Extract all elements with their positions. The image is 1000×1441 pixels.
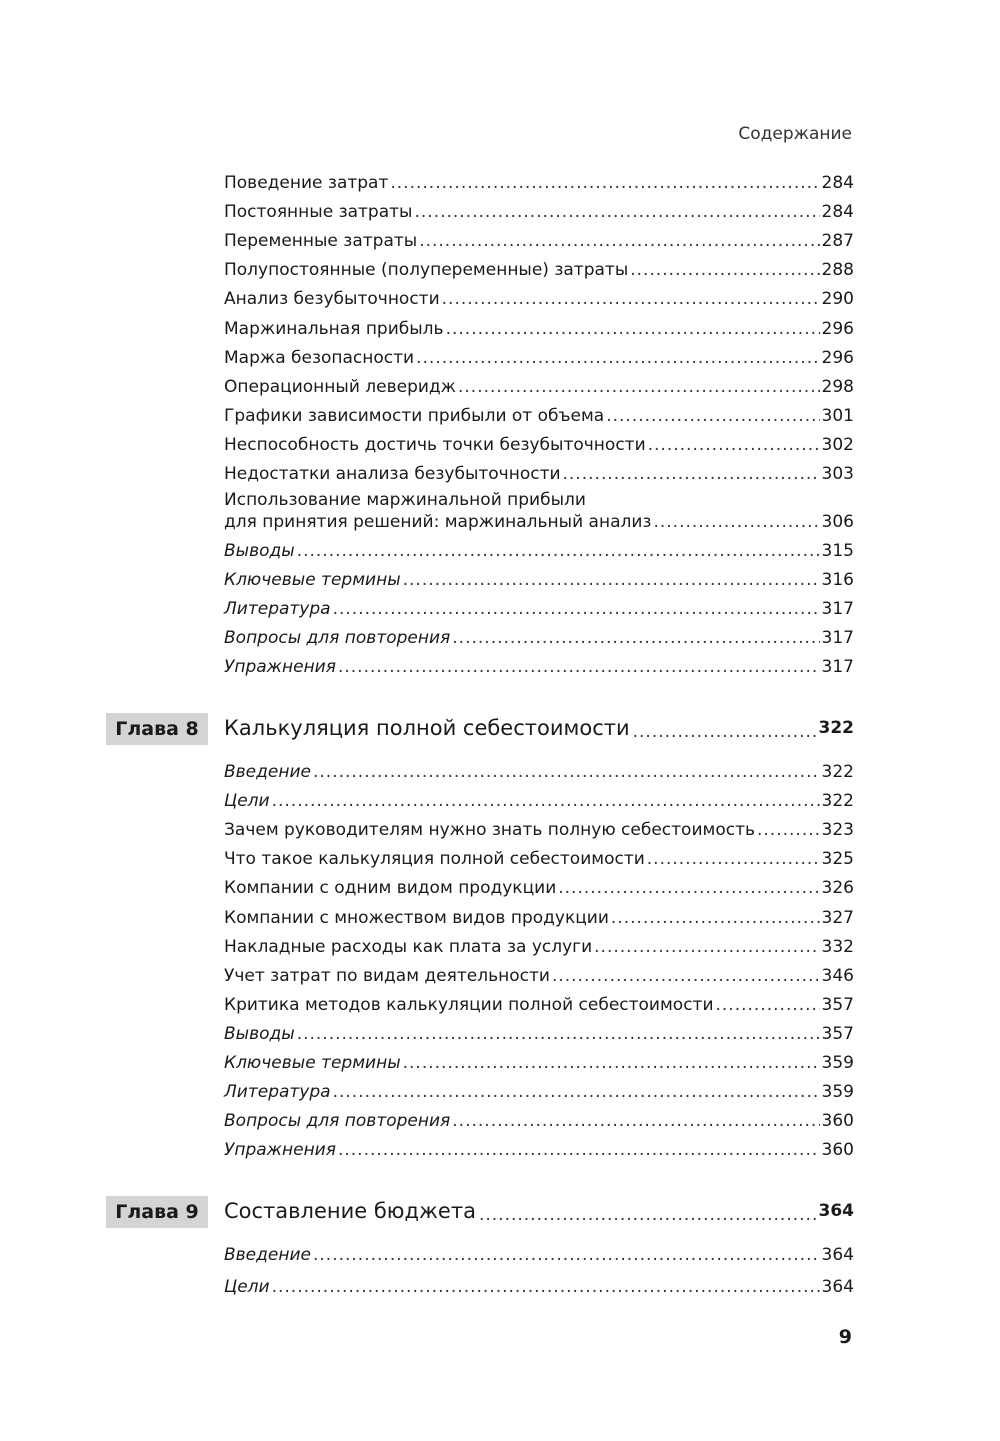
toc-entry-page: 284 bbox=[821, 173, 854, 193]
toc-entry-title: Введение bbox=[224, 762, 311, 782]
toc-entry[interactable] bbox=[224, 1137, 854, 1161]
toc-entry-page: 287 bbox=[821, 231, 854, 252]
toc-entry-page: 364 bbox=[821, 1277, 854, 1297]
leader-dots bbox=[333, 1081, 820, 1103]
leader-dots bbox=[313, 1244, 820, 1266]
leader-dots bbox=[442, 288, 820, 310]
toc-entry-page: 357 bbox=[821, 994, 854, 1015]
toc-entry-title: Цели bbox=[224, 1277, 270, 1297]
toc-entry-title: Ключевые термины bbox=[224, 570, 401, 591]
toc-entry-title: Вопросы для повторения bbox=[224, 1111, 451, 1132]
toc-entry-title: Постоянные затраты bbox=[224, 202, 413, 223]
toc-entry[interactable] bbox=[224, 432, 854, 456]
leader-dots bbox=[558, 877, 819, 899]
toc-entry-page: 360 bbox=[821, 1140, 854, 1161]
toc-entry-title: Графики зависимости прибыли от объема bbox=[224, 405, 605, 426]
chapter-title: Калькуляция полной себестоимости bbox=[224, 716, 630, 740]
leader-dots bbox=[297, 540, 820, 562]
leader-dots bbox=[458, 376, 820, 398]
leader-dots bbox=[594, 936, 819, 958]
toc-entry-title: Упражнения bbox=[224, 657, 336, 678]
toc-entry-title: Выводы bbox=[224, 541, 295, 561]
toc-entry-page: 317 bbox=[821, 599, 854, 620]
leader-dots bbox=[313, 761, 820, 783]
chapter-title: Составление бюджета bbox=[224, 1199, 476, 1223]
toc-entry[interactable] bbox=[224, 316, 854, 340]
toc-entry[interactable] bbox=[224, 345, 854, 369]
toc-entry-page: 316 bbox=[821, 570, 854, 591]
leader-dots bbox=[419, 230, 819, 252]
toc-entry-title: Зачем руководителям нужно знать полную себестоимость bbox=[224, 820, 755, 841]
toc-entry[interactable] bbox=[224, 934, 854, 958]
toc-entry[interactable] bbox=[224, 403, 854, 427]
leader-dots bbox=[390, 172, 819, 194]
toc-entry-page: 290 bbox=[821, 289, 854, 310]
toc-entry-page: 327 bbox=[821, 907, 854, 928]
toc-entry-title: Маржинальная прибыль bbox=[224, 318, 444, 339]
leader-dots bbox=[653, 511, 819, 533]
toc-entry[interactable] bbox=[224, 489, 854, 533]
toc-entry-title: Критика методов калькуляции полной себестоимости bbox=[224, 994, 714, 1015]
toc-entry-page: 296 bbox=[821, 347, 854, 368]
leader-dots bbox=[403, 1052, 820, 1074]
toc-entry-page: 317 bbox=[821, 657, 854, 678]
toc-entry-title: Поведение затрат bbox=[224, 173, 389, 193]
leader-dots bbox=[338, 1139, 820, 1161]
toc-entry-page: 298 bbox=[821, 376, 854, 397]
toc-entry-page: 325 bbox=[821, 849, 854, 870]
leader-dots bbox=[452, 1110, 819, 1132]
toc-entry-title: Компании с множеством видов продукции bbox=[224, 907, 609, 928]
toc-entry-title: Маржа безопасности bbox=[224, 347, 415, 368]
leader-dots bbox=[272, 1276, 820, 1298]
toc-entry-title: Накладные расходы как плата за услуги bbox=[224, 936, 593, 957]
toc-entry[interactable] bbox=[224, 1021, 854, 1045]
toc-entry-page: 346 bbox=[821, 965, 854, 986]
toc-entry[interactable] bbox=[224, 625, 854, 649]
leader-dots bbox=[338, 656, 820, 678]
toc-entry[interactable] bbox=[224, 567, 854, 591]
toc-entry-title: Операционный леверидж bbox=[224, 376, 456, 397]
toc-entry-page: 315 bbox=[821, 541, 854, 561]
leader-dots bbox=[606, 405, 819, 427]
toc-entry-title: Недостатки анализа безубыточности bbox=[224, 464, 561, 484]
toc-entry-page: 322 bbox=[821, 762, 854, 782]
toc-entry-title: Цели bbox=[224, 791, 270, 812]
toc-entry-title-line2: для принятия решений: маржинальный анализ bbox=[224, 512, 652, 532]
toc-entry-page: 326 bbox=[821, 878, 854, 899]
toc-entry[interactable] bbox=[224, 286, 854, 310]
toc-entry-title: Учет затрат по видам деятельности bbox=[224, 965, 550, 986]
leader-dots bbox=[479, 1198, 816, 1226]
leader-dots bbox=[452, 627, 819, 649]
toc-entry-page: 303 bbox=[821, 464, 854, 484]
toc-entry-title: Неспособность достичь точки безубыточности bbox=[224, 434, 646, 455]
page-number: 9 bbox=[838, 1326, 852, 1348]
toc-entry-title: Переменные затраты bbox=[224, 231, 418, 252]
leader-dots bbox=[633, 715, 816, 743]
toc-entry-title: Выводы bbox=[224, 1023, 295, 1044]
toc-entry-page: 359 bbox=[821, 1053, 854, 1073]
leader-dots bbox=[757, 819, 820, 841]
toc-entry[interactable] bbox=[224, 963, 854, 987]
toc-entry-title: Введение bbox=[224, 1245, 311, 1265]
toc-entry-title: Вопросы для повторения bbox=[224, 628, 451, 649]
toc-entry[interactable] bbox=[224, 374, 854, 398]
toc-entry[interactable] bbox=[224, 596, 854, 620]
toc-entry[interactable] bbox=[224, 538, 854, 562]
toc-entry[interactable] bbox=[224, 905, 854, 929]
toc-entry-page: 302 bbox=[821, 434, 854, 455]
toc-entry[interactable] bbox=[224, 992, 854, 1016]
toc-entry[interactable] bbox=[224, 461, 854, 485]
toc-entry-page: 359 bbox=[821, 1082, 854, 1103]
toc-entry-title: Полупостоянные (полупеременные) затраты bbox=[224, 260, 629, 281]
chapter-page: 322 bbox=[818, 718, 854, 738]
toc-entry-title: Литература bbox=[224, 1082, 331, 1103]
leader-dots bbox=[611, 907, 820, 929]
toc-entry-page: 296 bbox=[821, 318, 854, 339]
toc-entry-title: Упражнения bbox=[224, 1140, 336, 1161]
toc-entry-title-line1: Использование маржинальной прибыли bbox=[224, 490, 586, 510]
chapter-9-heading[interactable] bbox=[0, 1196, 1000, 1232]
toc-entry-page: 288 bbox=[821, 260, 854, 281]
toc-entry[interactable] bbox=[224, 170, 854, 194]
leader-dots bbox=[647, 848, 820, 870]
toc-entry-page: 301 bbox=[821, 405, 854, 426]
toc-entry[interactable] bbox=[224, 228, 854, 252]
toc-entry[interactable] bbox=[224, 1274, 854, 1298]
leader-dots bbox=[416, 347, 819, 369]
running-header: Содержание bbox=[738, 124, 852, 144]
toc-entry-page: 360 bbox=[821, 1111, 854, 1132]
toc-entry[interactable] bbox=[224, 1242, 854, 1266]
toc-entry-page: 317 bbox=[821, 628, 854, 649]
leader-dots bbox=[333, 598, 820, 620]
toc-entry[interactable] bbox=[224, 759, 854, 783]
toc-entry-title: Ключевые термины bbox=[224, 1053, 401, 1073]
toc-entry[interactable] bbox=[224, 846, 854, 870]
toc-entry[interactable] bbox=[224, 1108, 854, 1132]
chapter-page: 364 bbox=[818, 1201, 854, 1221]
leader-dots bbox=[272, 790, 820, 812]
toc-entry-page: 364 bbox=[821, 1245, 854, 1265]
leader-dots bbox=[446, 318, 820, 340]
toc-entry[interactable] bbox=[224, 788, 854, 812]
leader-dots bbox=[403, 569, 820, 591]
toc-entry-page: 323 bbox=[821, 820, 854, 841]
toc-entry-page: 332 bbox=[821, 936, 854, 957]
toc-entry[interactable] bbox=[224, 654, 854, 678]
toc-entry[interactable] bbox=[224, 1050, 854, 1074]
leader-dots bbox=[716, 994, 820, 1016]
leader-dots bbox=[414, 201, 819, 223]
chapter-8-heading[interactable] bbox=[0, 713, 1000, 749]
leader-dots bbox=[648, 434, 820, 456]
toc-entry-page: 357 bbox=[821, 1023, 854, 1044]
toc-entry-page: 306 bbox=[821, 512, 854, 532]
leader-dots bbox=[563, 463, 820, 485]
chapter-label: Глава 9 bbox=[106, 1196, 208, 1228]
toc-entry-title: Литература bbox=[224, 599, 331, 620]
toc-entry[interactable] bbox=[224, 817, 854, 841]
toc-entry[interactable] bbox=[224, 1079, 854, 1103]
toc-entry[interactable] bbox=[224, 875, 854, 899]
toc-entry-title: Анализ безубыточности bbox=[224, 289, 440, 310]
toc-entry-title: Что такое калькуляция полной себестоимости bbox=[224, 849, 645, 870]
leader-dots bbox=[630, 259, 819, 281]
leader-dots bbox=[297, 1023, 820, 1045]
toc-entry-page: 322 bbox=[821, 791, 854, 812]
chapter-label: Глава 8 bbox=[106, 713, 208, 745]
toc-entry[interactable] bbox=[224, 257, 854, 281]
leader-dots bbox=[552, 965, 820, 987]
toc-entry[interactable] bbox=[224, 199, 854, 223]
toc-entry-title: Компании с одним видом продукции bbox=[224, 878, 557, 899]
toc-entry-page: 284 bbox=[821, 202, 854, 223]
